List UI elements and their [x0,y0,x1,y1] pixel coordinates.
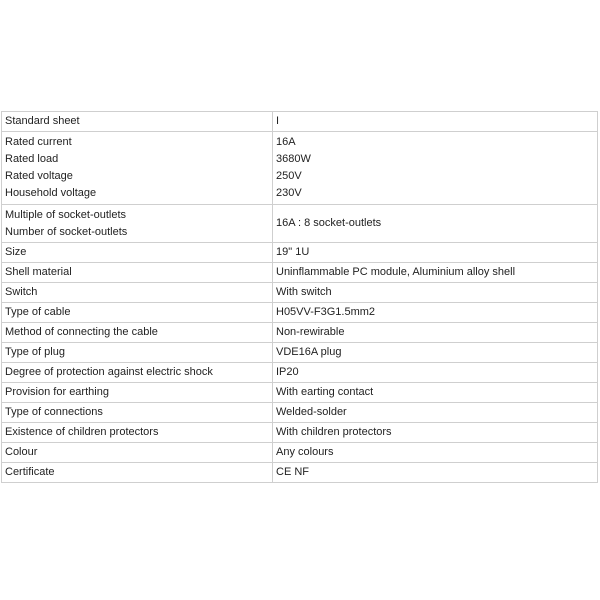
spec-label-group [2,132,273,205]
spec-value: 16A [276,136,296,148]
spec-table [1,111,598,483]
spec-label: Rated load [5,153,59,165]
spec-value: 3680W [276,153,311,165]
spec-label: Household voltage [5,187,97,199]
spec-value: With children protectors [273,423,598,443]
table-row [2,383,598,403]
spec-label: Multiple of socket-outlets [5,209,127,221]
spec-label: Type of connections [2,403,273,423]
table-row [2,263,598,283]
spec-label: Method of connecting the cable [2,323,273,343]
table-row [2,132,598,205]
spec-value: 16A : 8 socket-outlets [273,205,598,243]
spec-value: Any colours [273,443,598,463]
table-row [2,112,598,132]
spec-label: Degree of protection against electric shock [2,363,273,383]
spec-label: Type of cable [2,303,273,323]
spec-value: 230V [276,187,302,199]
spec-value: Welded-solder [273,403,598,423]
table-row [2,283,598,303]
table-row [2,423,598,443]
spec-value: 250V [276,170,302,182]
spec-value: I [273,112,598,132]
spec-value: IP20 [273,363,598,383]
spec-value: CE NF [273,463,598,483]
spec-label: Certificate [2,463,273,483]
spec-value: With earting contact [273,383,598,403]
spec-label: Switch [2,283,273,303]
table-row [2,363,598,383]
spec-value-group [273,132,598,205]
spec-value: VDE16A plug [273,343,598,363]
table-row [2,323,598,343]
table-row [2,463,598,483]
table-row [2,243,598,263]
spec-label: Provision for earthing [2,383,273,403]
spec-value: Uninflammable PC module, Aluminium alloy shell [273,263,598,283]
spec-value: Non-rewirable [273,323,598,343]
spec-label: Shell material [2,263,273,283]
spec-label: Existence of children protectors [2,423,273,443]
spec-label: Colour [2,443,273,463]
spec-label: Rated voltage [5,170,73,182]
table-row [2,403,598,423]
table-row [2,205,598,243]
table-row [2,343,598,363]
spec-label: Standard sheet [2,112,273,132]
spec-value: With switch [273,283,598,303]
spec-label: Size [2,243,273,263]
table-row [2,303,598,323]
spec-label: Number of socket-outlets [5,225,128,238]
spec-value: 19" 1U [273,243,598,263]
spec-label-group [2,205,273,243]
spec-label: Type of plug [2,343,273,363]
table-row [2,443,598,463]
spec-value: H05VV-F3G1.5mm2 [273,303,598,323]
spec-label: Rated current [5,136,72,148]
